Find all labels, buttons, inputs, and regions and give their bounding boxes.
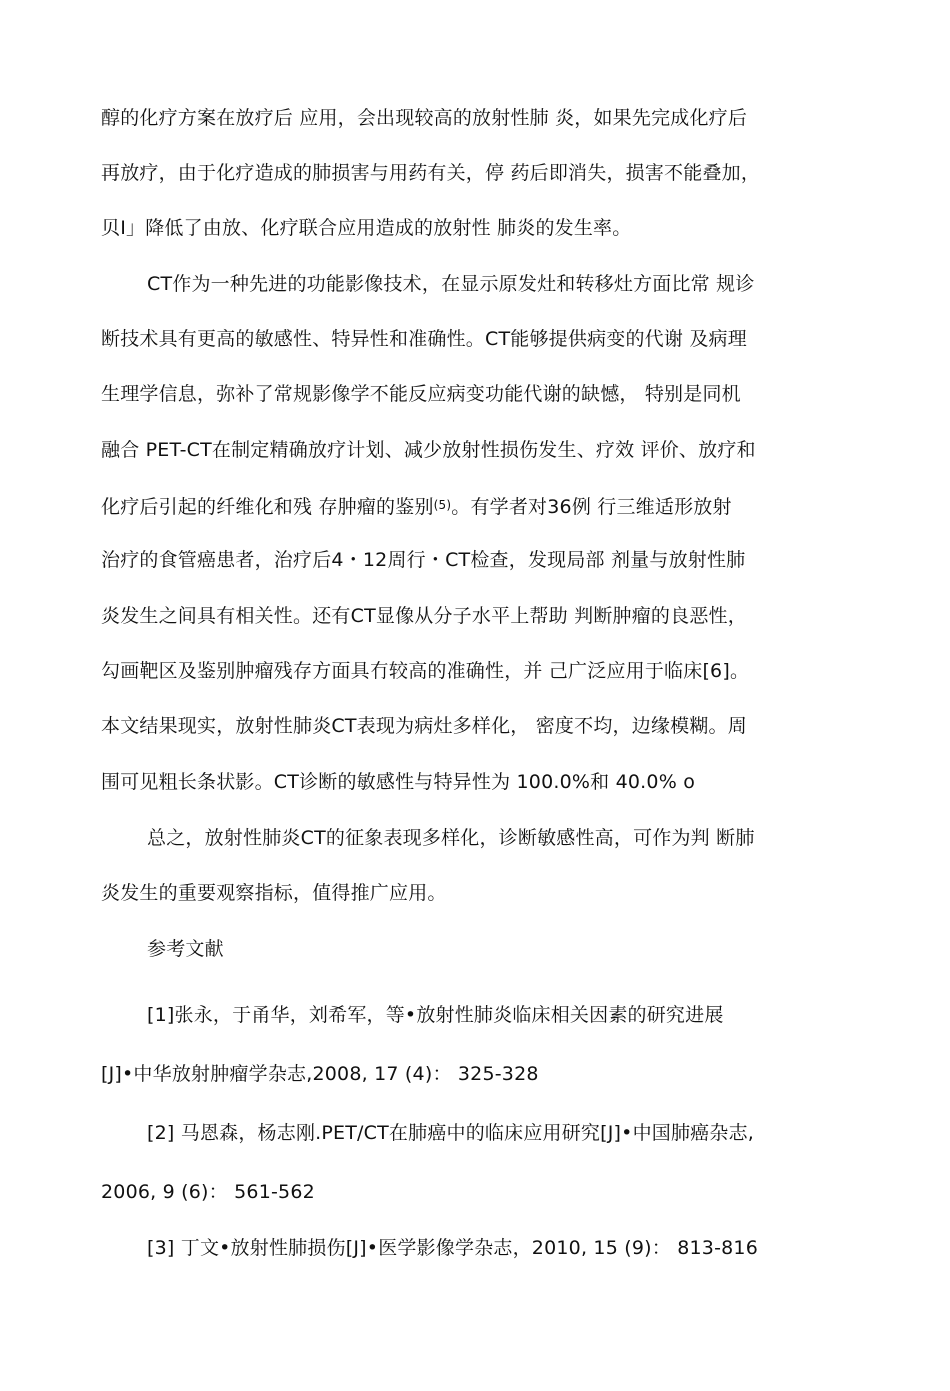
reference-item-continuation: [J]•中华放射肿瘤学杂志,2008, 17 (4)： 325-328: [101, 1063, 539, 1085]
references-heading: 参考文献: [147, 938, 224, 960]
paragraph-line: 炎发生之间具有相关性。还有CT显像从分子水平上帮助 判断肿瘤的良恶性，: [101, 605, 747, 627]
reference-item: [3] 丁文•放射性肺损伤[J]•医学影像学杂志，2010, 15 (9)： 813-816: [147, 1237, 758, 1259]
paragraph-line: 融合 PET-CT在制定精确放疗计划、减少放射性损伤发生、疗效 评价、放疗和: [101, 439, 756, 461]
paragraph-line: CT作为一种先进的功能影像技术，在显示原发灶和转移灶方面比常 规诊: [147, 273, 755, 295]
citation-superscript: (5): [433, 498, 452, 512]
reference-item-continuation: 2006, 9 (6)： 561-562: [101, 1181, 315, 1203]
paragraph-line: 贝I」降低了由放、化疗联合应用造成的放射性 肺炎的发生率。: [101, 217, 632, 239]
text-segment: 。有学者对36例 行三维适形放射: [451, 496, 732, 518]
paragraph-line: 炎发生的重要观察指标，值得推广应用。: [101, 882, 447, 904]
paragraph-line: 断技术具有更高的敏感性、特异性和准确性。CT能够提供病变的代谢 及病理: [101, 328, 747, 350]
paragraph-line: 总之，放射性肺炎CT的征象表现多样化，诊断敏感性高，可作为判 断肺: [147, 827, 755, 849]
paragraph-line: 本文结果现实，放射性肺炎CT表现为病灶多样化， 密度不均，边缘模糊。周: [101, 715, 747, 737]
paragraph-line: [101, 491, 732, 521]
reference-item: [1]张永，于甬华，刘希军，等•放射性肺炎临床相关因素的研究进展: [147, 1004, 724, 1026]
paragraph-line: 再放疗，由于化疗造成的肺损害与用药有关，停 药后即消失，损害不能叠加，: [101, 162, 761, 184]
paragraph-line: 勾画靶区及鉴别肿瘤残存方面具冇较高的准确性，并 己广泛应用于临床[6]。: [101, 660, 750, 682]
paragraph-line: 生理学信息，弥补了常规影像学不能反应病变功能代谢的缺憾， 特别是同机: [101, 383, 741, 405]
reference-item: [2] 马恩森，杨志刚.PET/CT在肺癌中的临床应用研究[J]•中国肺癌杂志,: [147, 1122, 755, 1144]
text-segment: 化疗后引起的纤维化和残 存肿瘤的鉴别: [101, 496, 434, 518]
paragraph-line: 治疗的食管癌患者，治疗后4・12周行・CT检查，发现局部 剂量与放射性肺: [101, 549, 746, 571]
paragraph-line: 醇的化疗方案在放疗后 应用，会出现较高的放射性肺 炎，如果先完成化疗后: [101, 107, 748, 129]
paragraph-line: 围可见粗长条状影。CT诊断的敏感性与特异性为 100.0%和 40.0% o: [101, 771, 696, 793]
